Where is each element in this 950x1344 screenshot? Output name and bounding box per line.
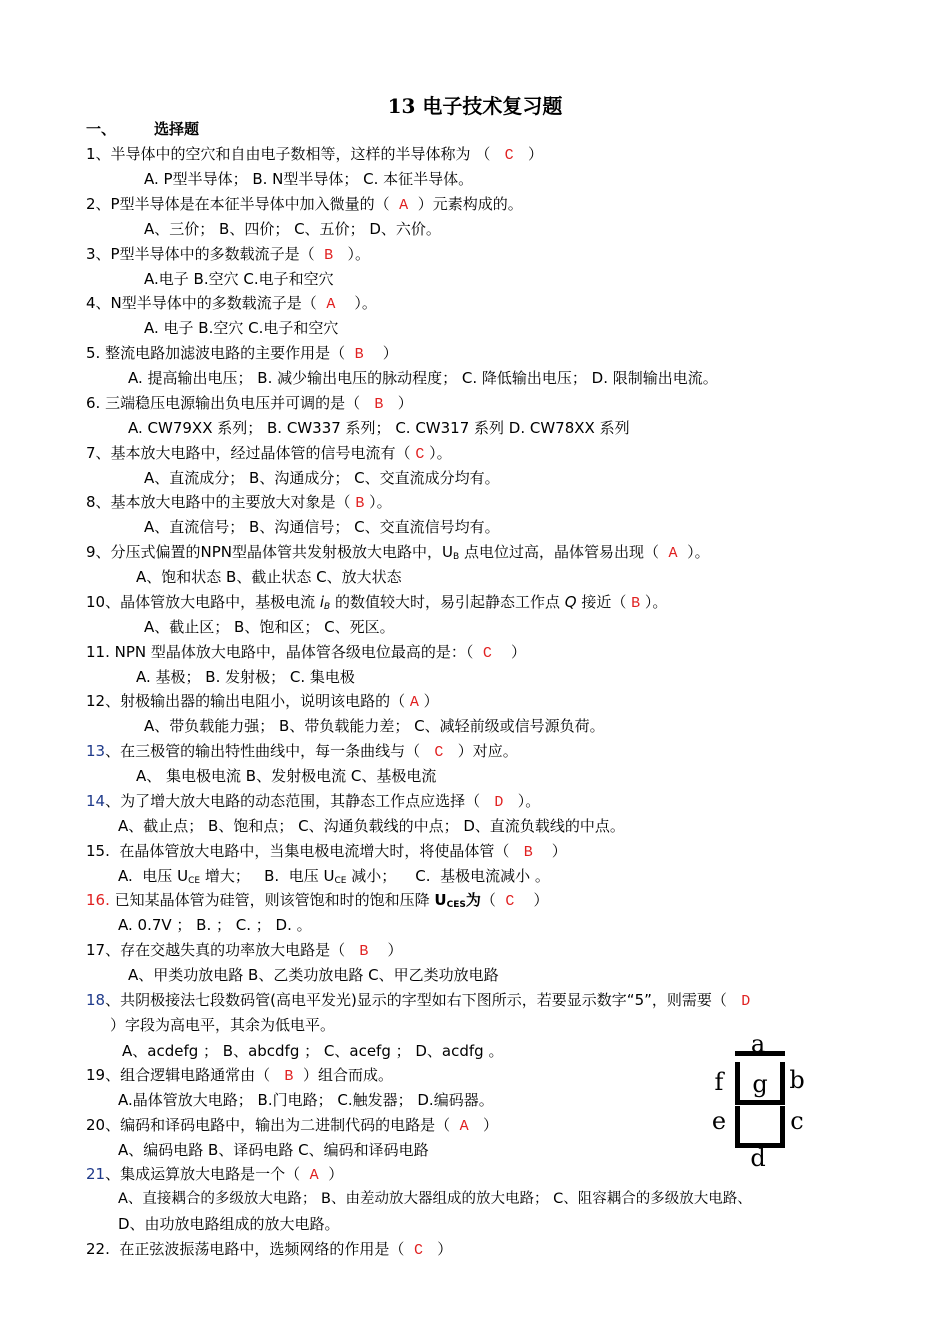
label-g: g — [752, 1070, 768, 1098]
question-text: 11. NPN 型晶体放大电路中，晶体管各级电位最高的是：（ — [86, 643, 483, 661]
question-number: 13 — [86, 742, 106, 760]
answer: B — [523, 844, 533, 861]
question-8 — [86, 492, 392, 514]
answer: A — [399, 197, 409, 214]
answer: B — [631, 595, 641, 612]
options-7: A、直流成分； B、沟通成分； C、交直流成分均有。 — [144, 469, 500, 487]
answer: B — [324, 247, 334, 264]
options-16: A. 0.7V ； B. ； C. ； D. 。 — [118, 916, 312, 934]
options-6: A. CW79XX 系列； B. CW337 系列； C. CW317 系列 D. CW78XX 系列 — [128, 419, 630, 437]
question-text-mid: （ — [480, 891, 506, 909]
label-a: a — [750, 1035, 766, 1058]
subscript: CES — [446, 900, 466, 910]
options-8: A、直流信号； B、沟通信号； C、交直流信号均有。 — [144, 518, 500, 536]
question-text: 已知某晶体管为硅管，则该管饱和时的饱和压降 — [109, 891, 435, 909]
question-text: 4、N型半导体中的多数载流子是（ — [86, 294, 327, 312]
question-text-bold: 为 — [465, 891, 481, 909]
answer: A — [459, 1118, 469, 1135]
options-21: A、直接耦合的多级放大电路； B、由差动放大器组成的放大电路； C、阻容耦合的多级放大电路、 — [118, 1191, 752, 1207]
question-text: 、集成运算放大电路是一个（ — [105, 1165, 310, 1183]
question-text: 6. 三端稳压电源输出负电压并可调的是（ — [86, 394, 375, 412]
question-text: 22. 在正弦波振荡电路中，选频网络的作用是（ — [86, 1240, 414, 1258]
question-text: 8、基本放大电路中的主要放大对象是（ — [86, 493, 356, 511]
section-heading — [86, 119, 199, 139]
answer: D — [741, 993, 751, 1010]
question-20 — [86, 1115, 498, 1137]
question-text-end: ）。 — [364, 493, 392, 511]
subscript: CE — [188, 876, 201, 886]
question-text: 3、P型半导体中的多数载流子是（ — [86, 245, 325, 263]
variable-ib: i — [319, 593, 325, 611]
options-2: A、三价； B、四价； C、五价； D、六价。 — [144, 220, 441, 238]
variable-u: U — [434, 891, 447, 909]
label-d: d — [750, 1144, 766, 1170]
question-text-mid2: 接近（ — [576, 593, 632, 611]
seven-segment-display — [705, 1035, 815, 1170]
question-number: 18 — [86, 991, 106, 1009]
question-text: 、为了增大放大电路的动态范围，其静态工作点应选择（ — [105, 792, 495, 810]
option-text: 减小； C. 基极电流减小 。 — [346, 867, 550, 885]
answer: B — [359, 943, 369, 960]
question-text-mid: 的数值较大时，易引起静态工作点 — [330, 593, 565, 611]
segment-g — [735, 1100, 785, 1105]
question-1 — [86, 144, 543, 166]
label-e: e — [711, 1107, 727, 1135]
question-12 — [86, 691, 439, 713]
answer: C — [482, 645, 492, 662]
question-text-end: ）。 — [677, 543, 710, 561]
question-text: 12、射极输出器的输出电阻小，说明该电路的（ — [86, 692, 410, 710]
question-15 — [86, 841, 567, 863]
question-11 — [86, 642, 526, 664]
subscript: B — [453, 552, 460, 562]
question-text-end: ） — [468, 1116, 498, 1134]
label-f: f — [714, 1068, 724, 1096]
question-4 — [86, 293, 377, 315]
question-text-end: ） — [368, 941, 403, 959]
options-5: A. 提高输出电压； B. 减少输出电压的脉动程度； C. 降低输出电压； D. 限制输出电流。 — [128, 369, 718, 387]
segment-b — [780, 1062, 785, 1100]
question-16 — [86, 890, 549, 915]
question-text-end: ）。 — [503, 792, 541, 810]
question-number: 16. — [86, 891, 110, 909]
options-18: A、acdefg ； B、abcdfg ； C、acefg ； D、acdfg 。 — [122, 1042, 504, 1060]
question-17 — [86, 940, 403, 962]
question-19 — [86, 1065, 393, 1087]
question-18-cont: ）字段为高电平，其余为低电平。 — [110, 1016, 336, 1034]
options-15 — [118, 866, 550, 891]
question-2 — [86, 194, 523, 216]
question-22 — [86, 1239, 452, 1261]
label-c: c — [790, 1107, 804, 1135]
question-text: 15. 在晶体管放大电路中，当集电极电流增大时，将使晶体管（ — [86, 842, 524, 860]
question-text-end: ） — [532, 842, 567, 860]
question-text-end: ）对应。 — [443, 742, 518, 760]
page-title: 13 电子技术复习题 — [387, 94, 563, 118]
answer: D — [494, 794, 504, 811]
question-text-end: ） — [422, 1240, 453, 1258]
question-text: 20、编码和译码电路中，输出为二进制代码的电路是（ — [86, 1116, 460, 1134]
answer: C — [415, 446, 425, 463]
question-18 — [86, 990, 750, 1012]
answer: C — [504, 147, 514, 164]
question-text-end: ）。 — [335, 294, 377, 312]
question-text: 19、组合逻辑电路通常由（ — [86, 1066, 285, 1084]
variable-q: Q — [564, 593, 577, 611]
answer: C — [434, 744, 444, 761]
options-21-cont: D、由功放电路组成的放大电路。 — [118, 1215, 340, 1233]
question-text-end: ） — [383, 394, 413, 412]
subscript: CE — [334, 876, 347, 886]
answer: A — [326, 296, 336, 313]
options-10: A、截止区； B、饱和区； C、死区。 — [144, 618, 395, 636]
options-17: A、甲类功放电路 B、乙类功放电路 C、甲乙类功放电路 — [128, 966, 499, 984]
options-11: A. 基极； B. 发射极； C. 集电极 — [136, 668, 355, 686]
answer: C — [413, 1242, 423, 1259]
segment-c — [780, 1106, 785, 1144]
options-3: A.电子 B.空穴 C.电子和空穴 — [144, 270, 334, 288]
option-text: 增大； B. 电压 U — [200, 867, 335, 885]
question-text-end: ）。 — [640, 593, 668, 611]
question-13 — [86, 741, 518, 763]
options-13: A、 集电极电流 B、发射极电流 C、基极电流 — [136, 767, 437, 785]
question-number: 14 — [86, 792, 106, 810]
question-21 — [86, 1164, 343, 1186]
question-text: 5. 整流电路加滤波电路的主要作用是（ — [86, 344, 355, 362]
question-text: 10、晶体管放大电路中，基极电流 — [86, 593, 320, 611]
answer: C — [505, 893, 515, 910]
question-text-end: ）元素构成的。 — [408, 195, 523, 213]
options-19: A.晶体管放大电路； B.门电路； C.触发器； D.编码器。 — [118, 1091, 494, 1109]
answer: B — [284, 1068, 294, 1085]
question-text-end: ） — [418, 692, 439, 710]
question-text: 2、P型半导体是在本征半导体中加入微量的（ — [86, 195, 400, 213]
question-5 — [86, 343, 398, 365]
question-number: 21 — [86, 1165, 106, 1183]
question-text-end: ）组合而成。 — [293, 1066, 393, 1084]
question-text: 17、存在交越失真的功率放大电路是（ — [86, 941, 360, 959]
question-text-end: ）。 — [333, 245, 370, 263]
question-3 — [86, 244, 370, 266]
answer: B — [374, 396, 384, 413]
options-9: A、饱和状态 B、截止状态 C、放大状态 — [136, 568, 402, 586]
question-6 — [86, 393, 413, 415]
question-text-mid: 点电位过高，晶体管易出现（ — [459, 543, 669, 561]
question-9 — [86, 542, 710, 567]
question-text-end: ） — [514, 891, 549, 909]
option-text: A. 电压 U — [118, 867, 189, 885]
subscript: B — [324, 602, 331, 612]
question-text: 7、基本放大电路中，经过晶体管的信号电流有（ — [86, 444, 416, 462]
question-14 — [86, 791, 540, 813]
label-b: b — [789, 1066, 805, 1094]
question-10 — [86, 592, 667, 617]
question-text: 、在三极管的输出特性曲线中，每一条曲线与（ — [105, 742, 435, 760]
options-20: A、编码电路 B、译码电路 C、编码和译码电路 — [118, 1141, 429, 1159]
options-14: A、截止点； B、饱和点； C、沟通负载线的中点； D、直流负载线的中点。 — [118, 817, 625, 835]
question-7 — [86, 443, 452, 465]
answer: A — [668, 545, 678, 562]
question-text: 1、半导体中的空穴和自由电子数相等，这样的半导体称为 （ — [86, 145, 505, 163]
segment-e — [735, 1106, 740, 1144]
question-text-end: ） — [318, 1165, 344, 1183]
question-text-end: ） — [513, 145, 543, 163]
question-text: 、共阴极接法七段数码管(高电平发光)显示的字型如右下图所示，若要显示数字“5”，则需要（ — [105, 991, 742, 1009]
answer: B — [354, 346, 364, 363]
question-text-end: ）。 — [424, 444, 452, 462]
question-text-end: ） — [363, 344, 398, 362]
section-number: 一、 — [86, 120, 117, 138]
segment-f — [735, 1062, 740, 1100]
options-4: A. 电子 B.空穴 C.电子和空穴 — [144, 319, 339, 337]
options-12: A、带负载能力强； B、带负载能力差； C、减轻前级或信号源负荷。 — [144, 717, 605, 735]
question-text: 9、分压式偏置的NPN型晶体管共发射极放大电路中，U — [86, 543, 454, 561]
options-1: A. P型半导体； B. N型半导体； C. 本征半导体。 — [144, 170, 474, 188]
answer: A — [409, 694, 419, 711]
question-text-end: ） — [491, 643, 527, 661]
answer: B — [355, 495, 365, 512]
section-name: 选择题 — [154, 120, 200, 138]
answer: A — [309, 1167, 319, 1184]
